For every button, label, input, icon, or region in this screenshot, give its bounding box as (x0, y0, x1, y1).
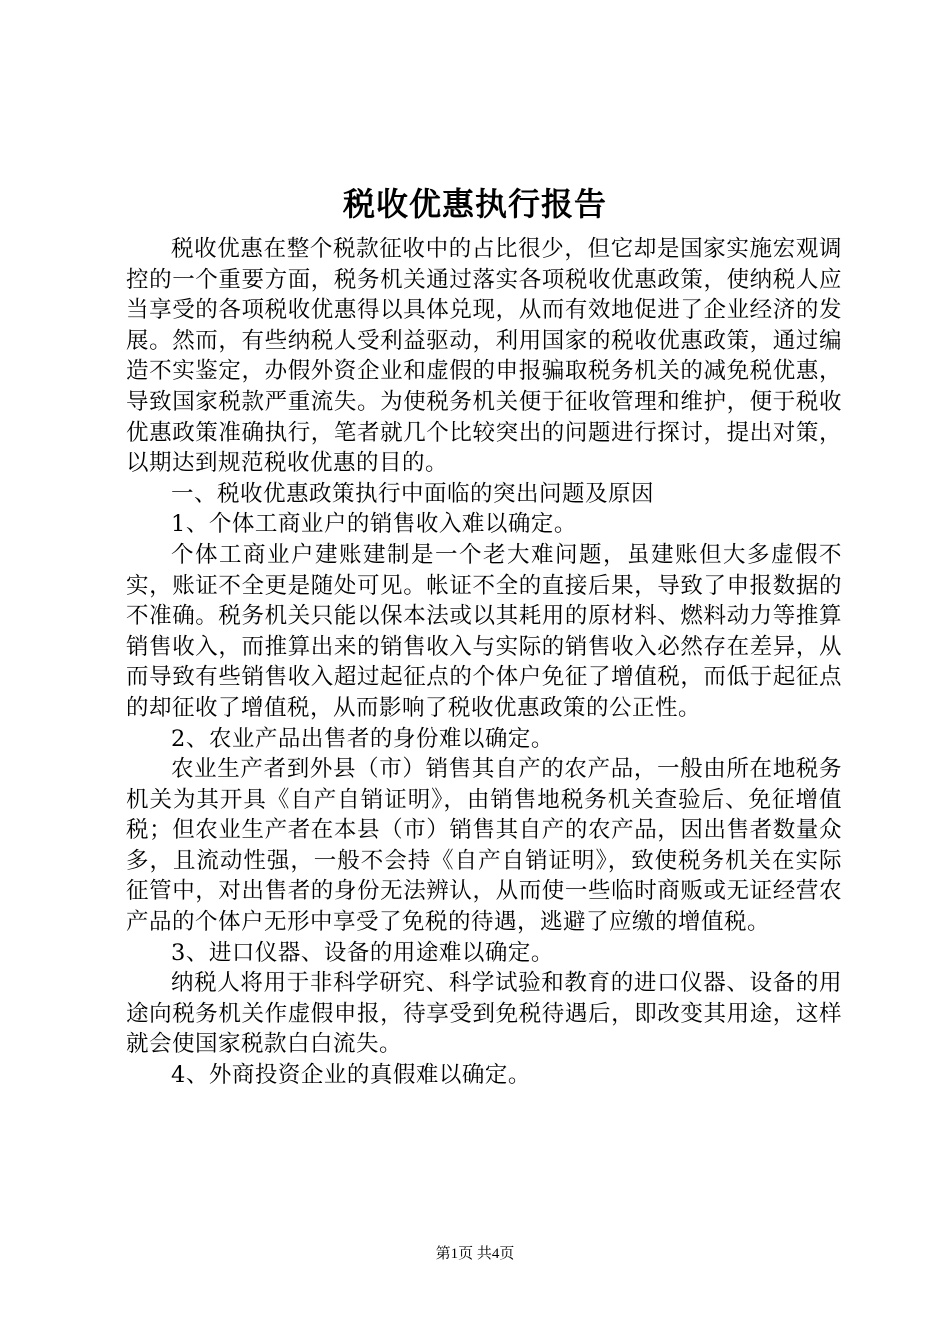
paragraph-3: 纳税人将用于非科学研究、科学试验和教育的进口仪器、设备的用途向税务机关作虚假申报，待享受到免税待遇后，即改变其用途，这样就会使国家税款白白流失。 (126, 970, 842, 1058)
document-body (126, 234, 842, 1091)
subheading-3: 3、进口仪器、设备的用途难以确定。 (171, 939, 554, 966)
paragraph-intro: 税收优惠在整个税款征收中的占比很少，但它却是国家实施宏观调控的一个重要方面，税务机关通过落实各项税收优惠政策，使纳税人应当享受的各项税收优惠得以具体兑现，从而有效地促进了企业经济的发展。然而，有些纳税人受利益驱动，利用国家的税收优惠政策，通过编造不实鉴定，办假外资企业和虚假的申报骗取税务机关的减免税优惠，导致国家税款严重流失。为使税务机关便于征收管理和维护，便于税收优惠政策准确执行，笔者就几个比较突出的问题进行探讨，提出对策，以期达到规范税收优惠的目的。 (126, 236, 842, 477)
page-footer: 第1页 共4页 (435, 1246, 515, 1262)
subheading-1: 1、个体工商业户的销售收入难以确定。 (171, 511, 577, 538)
paragraph-1: 个体工商业户建账建制是一个老大难问题，虽建账但大多虚假不实，账证不全更是随处可见。帐证不全的直接后果，导致了申报数据的不准确。税务机关只能以保本法或以其耗用的原材料、燃料动力等推算销售收入，而推算出来的销售收入与实际的销售收入必然存在差异，从而导致有些销售收入超过起征点的个体户免征了增值税，而低于起征点的却征收了增值税，从而影响了税收优惠政策的公正性。 (126, 541, 842, 721)
subheading-4: 4、外商投资企业的真假难以确定。 (171, 1062, 531, 1089)
section-heading-1: 一、税收优惠政策执行中面临的突出问题及原因 (171, 480, 655, 507)
paragraph-2: 农业生产者到外县（市）销售其自产的农产品，一般由所在地税务机关为其开具《自产自销证明》，由销售地税务机关查验后、免征增值税；但农业生产者在本县（市）销售其自产的农产品，因出售者数量众多，且流动性强，一般不会持《自产自销证明》，致使税务机关在实际征管中，对出售者的身份无法辨认，从而使一些临时商贩或无证经营农产品的个体户无形中享受了免税的待遇，逃避了应缴的增值税。 (126, 756, 842, 936)
subheading-2: 2、农业产品出售者的身份难以确定。 (171, 725, 554, 752)
document-title: 税收优惠执行报告 (342, 185, 607, 223)
